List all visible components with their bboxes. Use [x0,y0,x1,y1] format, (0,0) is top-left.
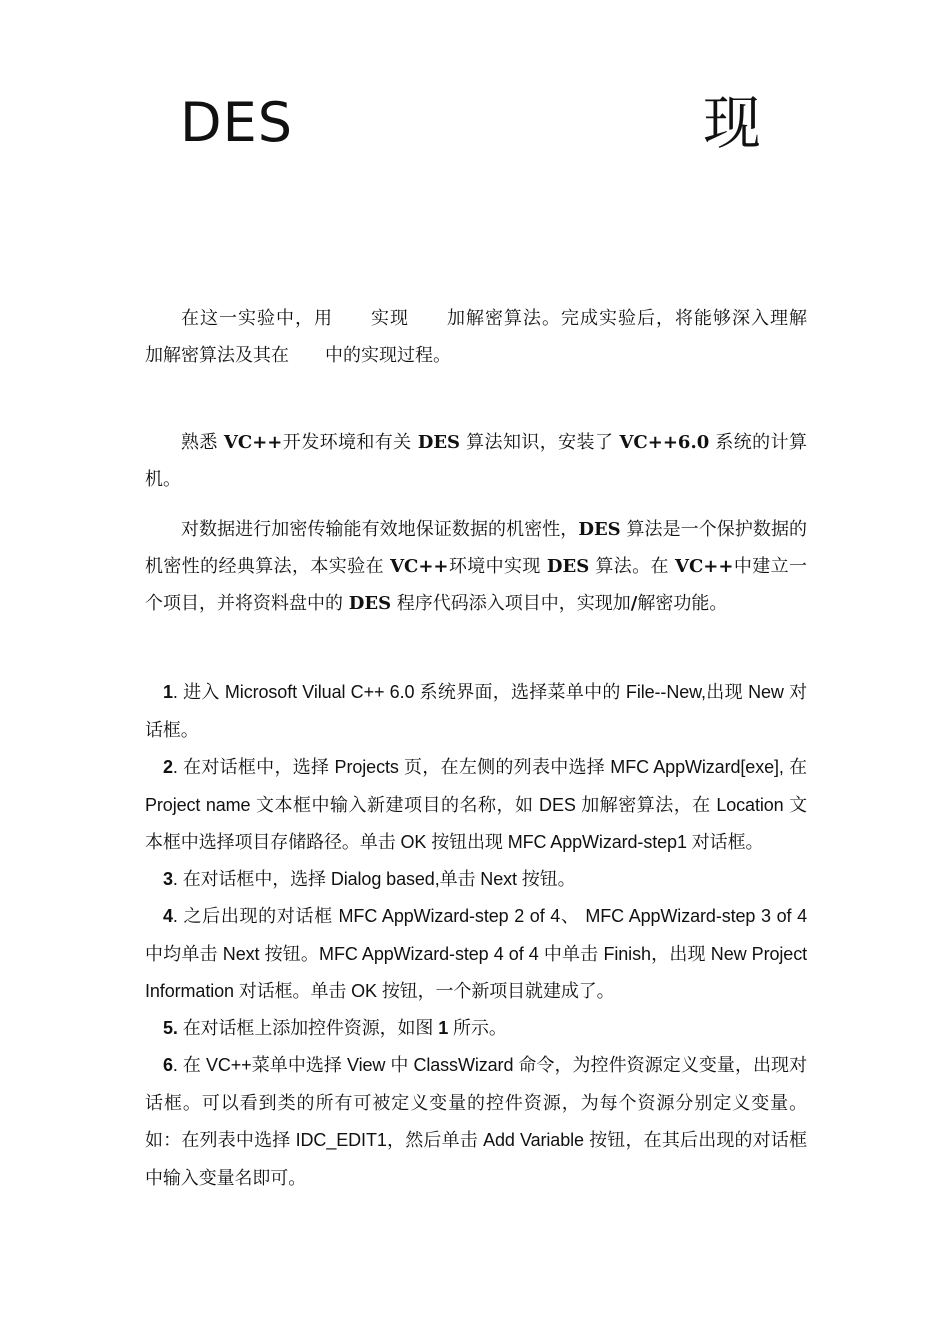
step-1: 1. 进入 Microsoft Vilual C++ 6.0 系统界面，选择菜单中的 File--New,出现 New 对话框。 [145,682,807,740]
step-6: 6. 在 VC++菜单中选择 View 中 ClassWizard 命令，为控件资源定义变量，出现对话框。可以看到类的所有可被定义变量的控件资源，为每个资源分别定义变量。如：在列表中选择 IDC_EDIT1，然后单击 Add Variable 按钮，在其后出现的对话框中输入变量名即可。 [145,1055,807,1188]
step-5: 5. 在对话框上添加控件资源，如图 1 所示。 [163,1018,507,1038]
paragraph-principle: 对数据进行加密传输能有效地保证数据的机密性，DES 算法是一个保护数据的机密性的经典算法，本实验在 VC++环境中实现 DES 算法。在 VC++中建立一个项目，并将资料盘中的 DES 程序代码添入项目中，实现加/解密功能。 [145,519,807,614]
step-4: 4. 之后出现的对话框 MFC AppWizard-step 2 of 4、 MFC AppWizard-step 3 of 4 中均单击 Next 按钮。MFC AppWizard-step 4 of 4 中单击 Finish，出现 New Project Information 对话框。单击 OK 按钮，一个新项目就建成了。 [145,906,807,1001]
step-2: 2. 在对话框中，选择 Projects 页，在左侧的列表中选择 MFC AppWizard[exe], 在 Project name 文本框中输入新建项目的名称，如 DES 加解密算法，在 Location 文本框中选择项目存储路径。单击 OK 按钮出现 MFC AppWizard-step1 对话框。 [145,757,807,852]
document-title [180,88,780,168]
paragraph-environment: 熟悉 VC++开发环境和有关 DES 算法知识，安装了 VC++6.0 系统的计算机。 [145,432,807,490]
step-3: 3. 在对话框中，选择 Dialog based,单击 Next 按钮。 [163,869,576,889]
title-main-text: DES [180,91,293,154]
title-tail-text: 现 [703,89,762,157]
paragraph-purpose: 在这一实验中，用 实现 加解密算法。完成实验后，将能够深入理解 加解密算法及其在 中的实现过程。 [145,308,843,366]
